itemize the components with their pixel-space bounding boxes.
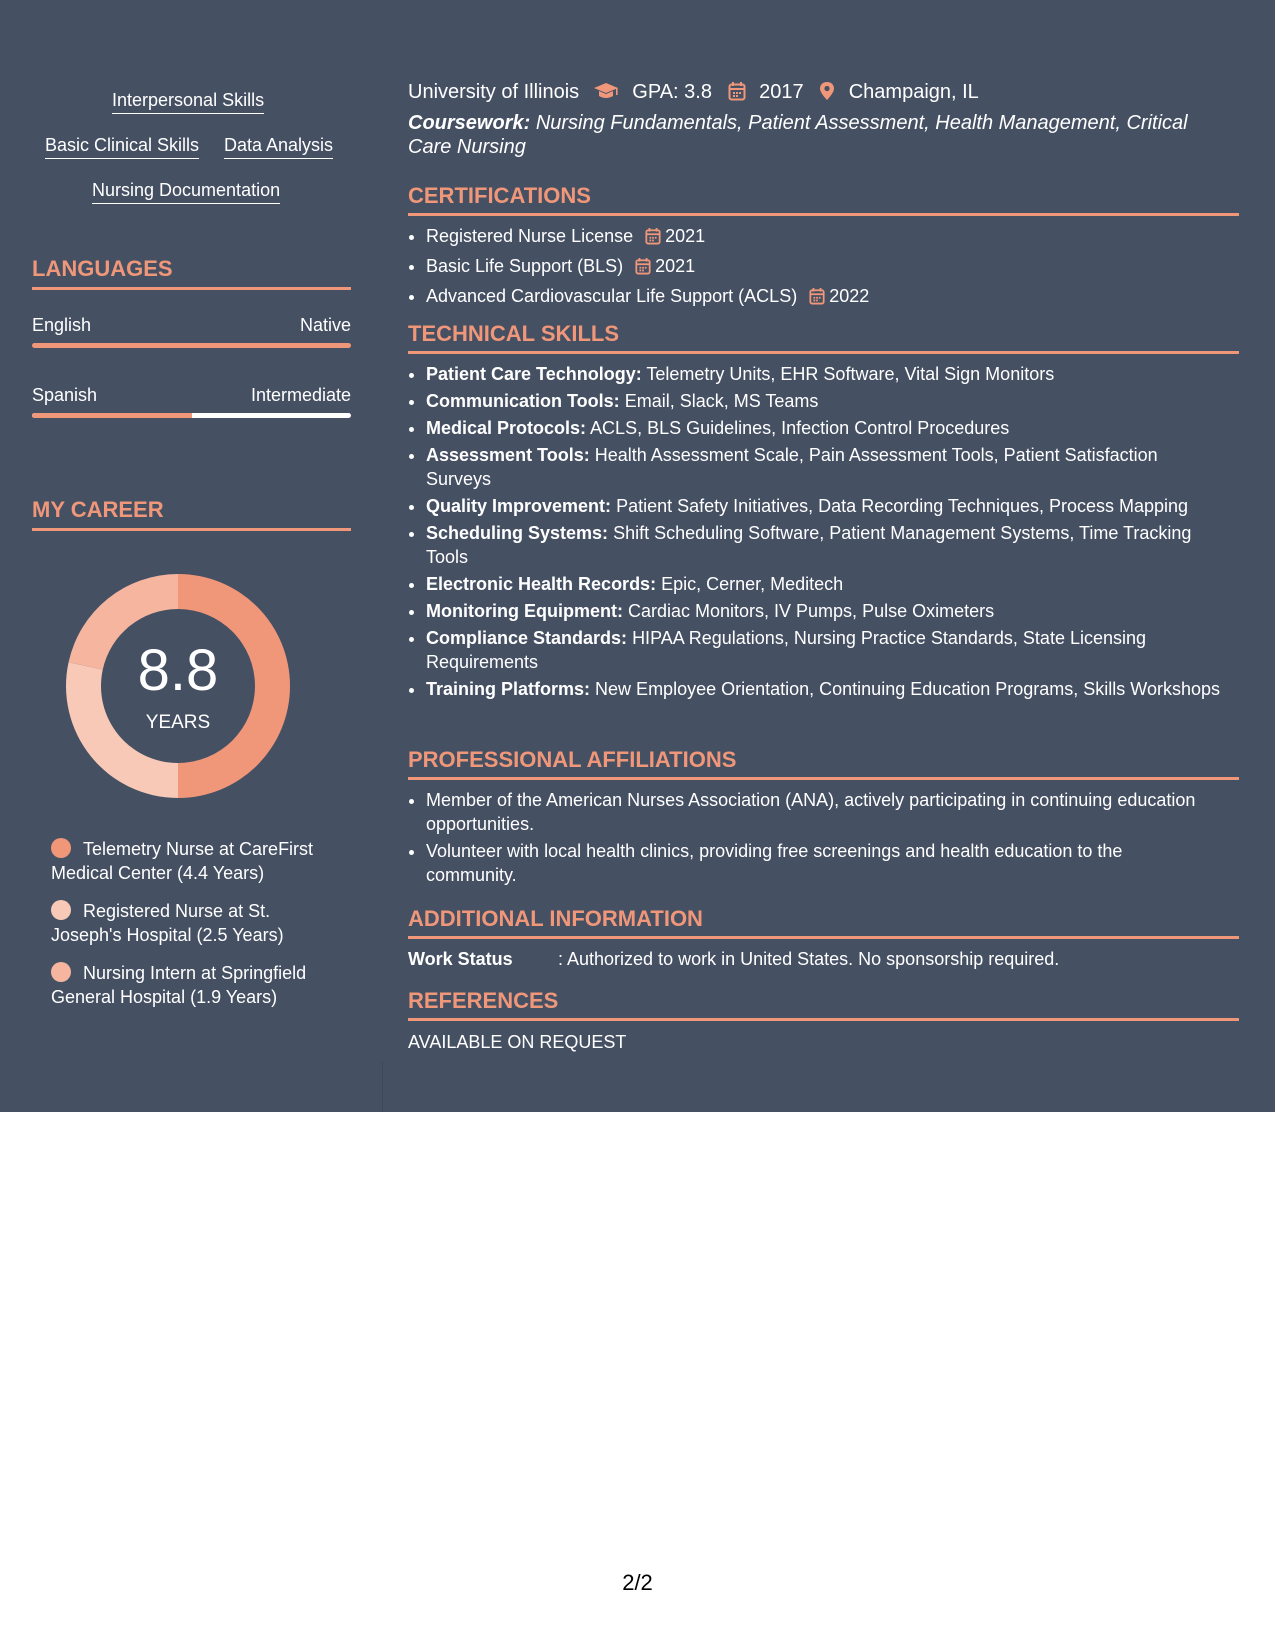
career-legend-item	[51, 961, 341, 1009]
skill-detail: ACLS, BLS Guidelines, Infection Control Procedures	[590, 418, 1010, 438]
coursework-label: Coursework:	[408, 112, 531, 134]
legend-dot	[51, 962, 71, 982]
calendar-icon	[635, 257, 651, 281]
certification-name: Registered Nurse License	[426, 226, 634, 246]
list-item	[426, 599, 1226, 623]
skill-category: Training Platforms:	[426, 679, 591, 699]
skill-detail: Cardiac Monitors, IV Pumps, Pulse Oximeters	[627, 601, 995, 621]
language-level: Intermediate	[250, 385, 351, 405]
skill-tag: Data Analysis	[224, 134, 333, 159]
work-status-row	[408, 947, 1059, 971]
skill-detail: Patient Safety Initiatives, Data Recording Techniques, Process Mapping	[616, 496, 1189, 516]
location: Champaign, IL	[848, 81, 979, 103]
list-item	[426, 443, 1226, 491]
list-item	[426, 521, 1226, 569]
skill-category: Monitoring Equipment:	[426, 601, 623, 621]
references-heading: REFERENCES	[408, 988, 559, 1013]
calendar-icon	[645, 227, 661, 251]
certification-year: 2021	[655, 256, 696, 276]
skill-category: Medical Protocols:	[426, 418, 587, 438]
list-item: • Member of the American Nurses Association (ANA), actively participating in continuing education opportunities.	[426, 788, 1216, 836]
career-total: 8.8	[137, 638, 219, 703]
affiliations-list	[408, 788, 1216, 890]
map-pin-icon	[819, 81, 835, 107]
certification-year: 2022	[829, 286, 870, 306]
gpa: GPA: 3.8	[632, 81, 712, 103]
career-role-label: Telemetry Nurse at CareFirst Medical Center (4.4 Years)	[51, 839, 314, 883]
list-item	[426, 572, 1226, 596]
page-number: 2/2	[622, 1570, 653, 1595]
calendar-icon	[809, 287, 825, 311]
skill-category: Electronic Health Records:	[426, 574, 657, 594]
section-rule	[408, 777, 1239, 780]
certifications-list	[408, 224, 1236, 314]
graduation-cap-icon	[593, 81, 619, 107]
work-status-label: Work Status	[408, 949, 513, 969]
skill-detail: Shift Scheduling Software, Patient Management Systems, Time Tracking Tools	[426, 523, 1192, 567]
certification-year: 2021	[665, 226, 706, 246]
skill-category: Communication Tools:	[426, 391, 620, 411]
section-rule	[32, 287, 351, 290]
language-proficiency-fill	[32, 343, 351, 348]
skill-detail: Telemetry Units, EHR Software, Vital Sign Monitors	[646, 364, 1055, 384]
list-item: • Volunteer with local health clinics, providing free screenings and health education to the community.	[426, 839, 1216, 887]
language-proficiency-bar	[32, 413, 351, 418]
list-item	[426, 416, 1226, 440]
list-item	[426, 362, 1226, 386]
section-rule	[408, 351, 1239, 354]
education-line	[408, 80, 979, 107]
certification-name: Basic Life Support (BLS)	[426, 256, 624, 276]
coursework-text: Nursing Fundamentals, Patient Assessment, Health Management, Critical Care Nursing	[408, 112, 1188, 158]
skill-category: Quality Improvement:	[426, 496, 612, 516]
skill-category: Assessment Tools:	[426, 445, 590, 465]
list-item	[426, 494, 1226, 518]
skill-category: Patient Care Technology:	[426, 364, 642, 384]
list-item	[426, 626, 1226, 674]
legend-dot	[51, 900, 71, 920]
additional-info-heading: ADDITIONAL INFORMATION	[408, 906, 703, 931]
career-legend-item	[51, 837, 341, 885]
column-divider	[382, 1062, 383, 1112]
certifications-heading: CERTIFICATIONS	[408, 183, 591, 208]
skill-tag: Basic Clinical Skills	[45, 134, 199, 159]
list-item	[426, 677, 1226, 701]
section-rule	[408, 936, 1239, 939]
career-heading: MY CAREER	[32, 497, 164, 522]
career-unit: YEARS	[145, 712, 211, 733]
list-item	[426, 224, 1236, 251]
skill-detail: Email, Slack, MS Teams	[624, 391, 819, 411]
skill-detail: Health Assessment Scale, Pain Assessment Tools, Patient Satisfaction Surveys	[426, 445, 1158, 489]
section-rule	[408, 213, 1239, 216]
school-name: University of Illinois	[408, 81, 580, 103]
section-rule	[32, 528, 351, 531]
career-legend-item	[51, 899, 341, 947]
certification-name: Advanced Cardiovascular Life Support (ACLS)	[426, 286, 798, 306]
skill-category: Compliance Standards:	[426, 628, 628, 648]
language-name: English	[32, 315, 92, 335]
language-proficiency-bar	[32, 343, 351, 348]
legend-dot	[51, 838, 71, 858]
skill-tag: Interpersonal Skills	[112, 89, 264, 114]
section-rule	[408, 1018, 1239, 1021]
career-role-label: Registered Nurse at St. Joseph's Hospital (2.5 Years)	[51, 901, 284, 945]
career-donut-chart	[66, 574, 290, 798]
technical-skills-list	[408, 362, 1226, 704]
language-name: Spanish	[32, 385, 98, 405]
graduation-year: 2017	[759, 81, 804, 103]
language-level: Native	[299, 315, 351, 335]
calendar-icon	[728, 81, 746, 107]
languages-heading: LANGUAGES	[32, 256, 173, 281]
career-role-label: Nursing Intern at Springfield General Hospital (1.9 Years)	[51, 963, 307, 1007]
list-item	[426, 254, 1236, 281]
work-status-value: : Authorized to work in United States. No sponsorship required.	[558, 949, 1060, 969]
language-proficiency-fill	[32, 413, 192, 418]
skill-detail: Epic, Cerner, Meditech	[661, 574, 844, 594]
affiliations-heading: PROFESSIONAL AFFILIATIONS	[408, 747, 737, 772]
coursework	[408, 111, 1228, 159]
skill-tag: Nursing Documentation	[92, 179, 280, 204]
list-item	[426, 389, 1226, 413]
list-item	[426, 284, 1236, 311]
skill-category: Scheduling Systems:	[426, 523, 609, 543]
references-text: AVAILABLE ON REQUEST	[408, 1032, 627, 1052]
skill-detail: HIPAA Regulations, Nursing Practice Standards, State Licensing Requirements	[426, 628, 1147, 672]
skill-detail: New Employee Orientation, Continuing Education Programs, Skills Workshops	[595, 679, 1221, 699]
technical-skills-heading: TECHNICAL SKILLS	[408, 321, 620, 346]
